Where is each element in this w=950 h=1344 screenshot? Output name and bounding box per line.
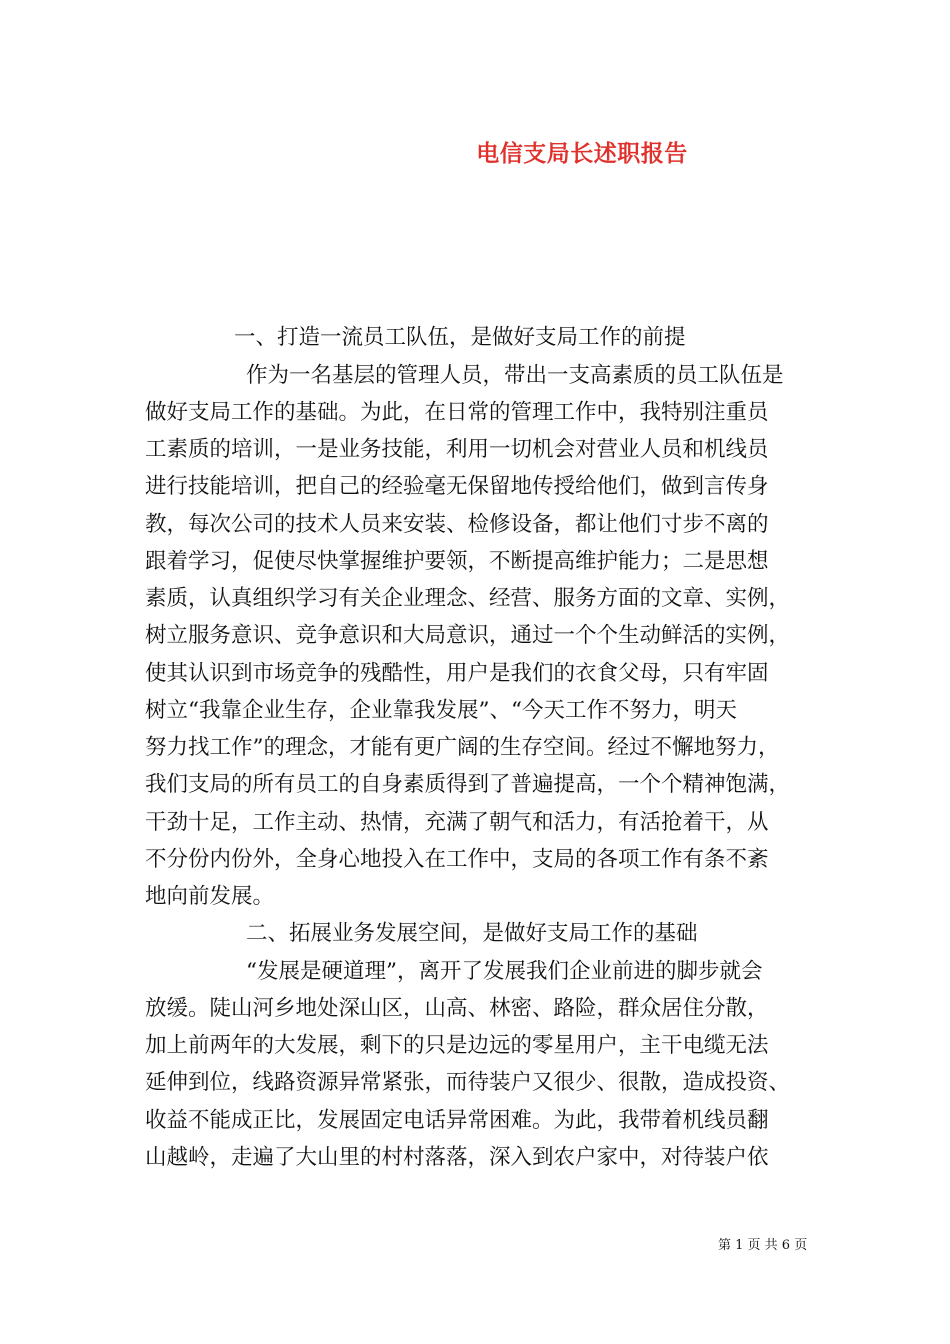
paragraph-line: 放缓。陡山河乡地处深山区，山高、林密、路险，群众居住分散，: [145, 996, 769, 1021]
paragraph-line: 使其认识到市场竞争的残酷性，用户是我们的衣食父母，只有牢固: [145, 661, 769, 686]
paragraph-line: 素质，认真组织学习有关企业理念、经营、服务方面的文章、实例，: [145, 586, 791, 611]
paragraph-line: 收益不能成正比，发展固定电话异常困难。为此，我带着机线员翻: [145, 1108, 769, 1133]
paragraph-line: 不分份内份外，全身心地投入在工作中，支局的各项工作有条不紊: [145, 847, 769, 872]
paragraph-line: 跟着学习，促使尽快掌握维护要领，不断提高维护能力；二是思想: [145, 549, 769, 574]
paragraph-line: 地向前发展。: [145, 884, 275, 909]
paragraph-line: 干劲十足，工作主动、热情，充满了朝气和活力，有活抢着干，从: [145, 810, 769, 835]
paragraph-line: 树立“我靠企业生存，企业靠我发展”、“今天工作不努力，明天: [145, 698, 737, 723]
paragraph-line: 进行技能培训，把自己的经验毫无保留地传授给他们，做到言传身: [145, 474, 769, 499]
paragraph-line: 教，每次公司的技术人员来安装、检修设备，都让他们寸步不离的: [145, 512, 769, 537]
page-number-footer: 第 1 页 共 6 页: [718, 1238, 808, 1253]
paragraph-line: 作为一名基层的管理人员，带出一支高素质的员工队伍是: [246, 363, 784, 388]
paragraph-line: 树立服务意识、竞争意识和大局意识，通过一个个生动鲜活的实例，: [145, 623, 791, 648]
paragraph-line: 我们支局的所有员工的自身素质得到了普遍提高，一个个精神饱满，: [145, 772, 791, 797]
paragraph-line: 努力找工作”的理念，才能有更广阔的生存空间。经过不懈地努力，: [145, 735, 780, 760]
paragraph-line: 山越岭，走遍了大山里的村村落落，深入到农户家中，对待装户依: [145, 1145, 769, 1170]
section-heading-2: 二、拓展业务发展空间，是做好支局工作的基础: [246, 921, 698, 946]
paragraph-line: “发展是硬道理”，离开了发展我们企业前进的脚步就会: [246, 959, 763, 984]
paragraph-line: 做好支局工作的基础。为此，在日常的管理工作中，我特别注重员: [145, 400, 769, 425]
section-heading-1: 一、打造一流员工队伍，是做好支局工作的前提: [234, 325, 686, 350]
paragraph-line: 加上前两年的大发展，剩下的只是边远的零星用户，主干电缆无法: [145, 1033, 769, 1058]
paragraph-line: 工素质的培训，一是业务技能，利用一切机会对营业人员和机线员: [145, 437, 769, 462]
document-title: 电信支局长述职报告: [476, 140, 688, 167]
paragraph-line: 延伸到位，线路资源异常紧张，而待装户又很少、很散，造成投资、: [145, 1070, 791, 1095]
